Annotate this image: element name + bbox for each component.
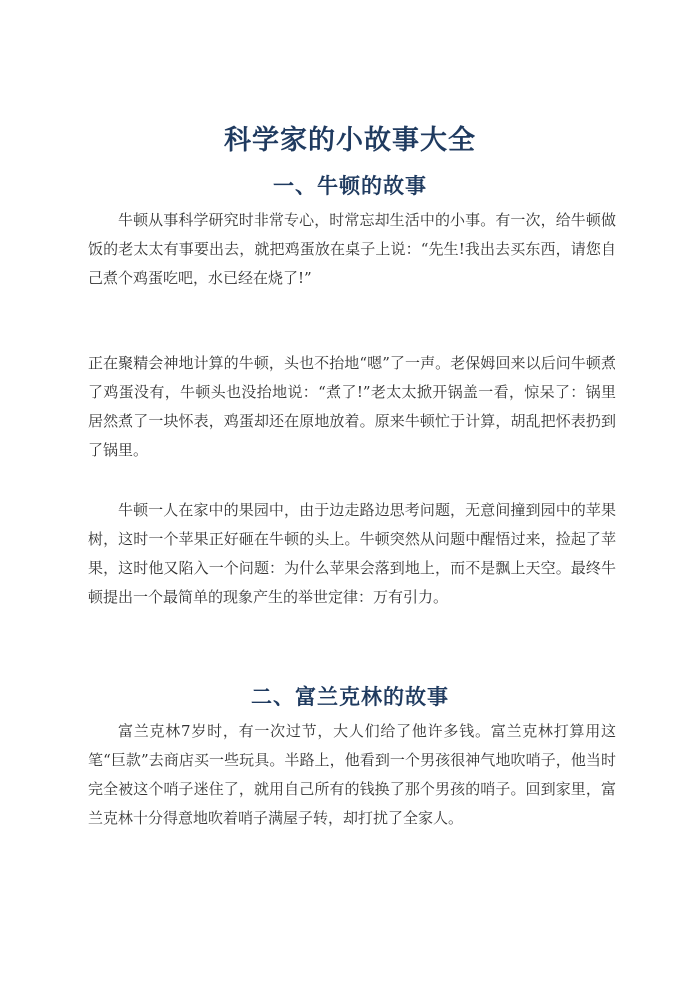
- paragraph: 牛顿从事科学研究时非常专心，时常忘却生活中的小事。有一次，给牛顿做饭的老太太有事要出去，就把鸡蛋放在桌子上说：“先生!我出去买东西，请您自己煮个鸡蛋吃吧，水已经在烧了!”: [88, 211, 616, 287]
- paragraph: 富兰克林7岁时，有一次过节，大人们给了他许多钱。富兰克林打算用这笔“巨款”去商店买一些玩具。半路上，他看到一个男孩很神气地吹哨子，他当时完全被这个哨子迷住了，就用自己所有的钱换了那个男孩的哨子。回到家里，富兰克林十分得意地吹着哨子满屋子转，却打扰了全家人。: [88, 722, 616, 827]
- paragraph: 正在聚精会神地计算的牛顿，头也不抬地“嗯”了一声。老保姆回来以后问牛顿煮了鸡蛋没有，牛顿头也没抬地说：“煮了!”老太太掀开锅盖一看，惊呆了：锅里居然煮了一块怀表，鸡蛋却还在原地放着。原来牛顿忙于计算，胡乱把怀表扔到了锅里。: [88, 354, 616, 459]
- section-heading-newton: 一、牛顿的故事: [273, 173, 427, 198]
- section-heading-franklin: 二、富兰克林的故事: [251, 684, 449, 709]
- document-title: 科学家的小故事大全: [224, 125, 476, 156]
- paragraph: 牛顿一人在家中的果园中，由于边走路边思考问题，无意间撞到园中的苹果树，这时一个苹果正好砸在牛顿的头上。牛顿突然从问题中醒悟过来，捡起了苹果，这时他又陷入一个问题：为什么苹果会落到地上，而不是飘上天空。最终牛顿提出一个最简单的现象产生的举世定律：万有引力。: [88, 501, 616, 606]
